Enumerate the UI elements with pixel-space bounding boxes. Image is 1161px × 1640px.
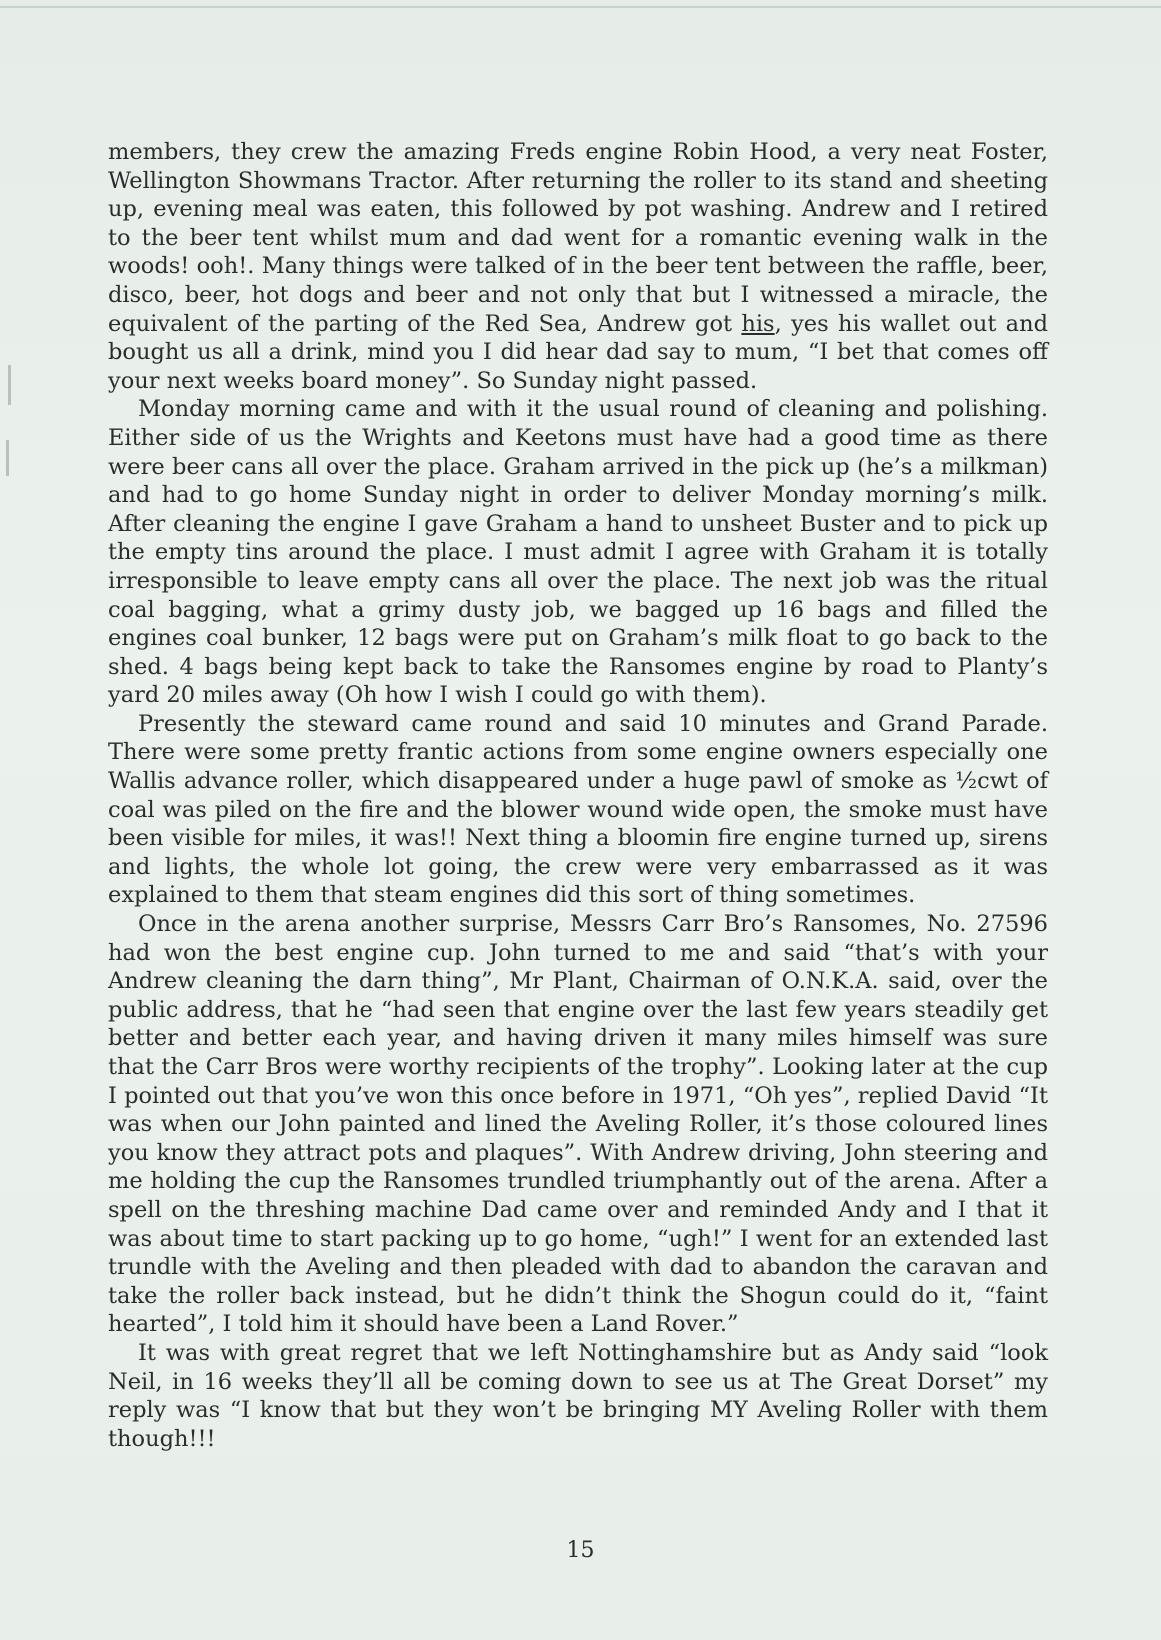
top-edge-rule xyxy=(0,6,1161,8)
left-edge-mark xyxy=(6,440,9,476)
paragraph-1 xyxy=(108,138,1048,395)
paragraph-5 xyxy=(108,1339,1048,1453)
paragraph-text: It was with great regret that we left Nottinghamshire but as Andy said “look Neil, in 16 weeks they’ll all be coming down to see us at The Great Dorset” my reply was “I know that but they won’t be bringing MY Aveling Roller with them though!!! xyxy=(108,1339,1048,1452)
paragraph-text: Monday morning came and with it the usual round of cleaning and polishing. Either side of us the Wrights and Keetons must have had a good time as there were beer cans all over the place. Graham arrived in the pick up (he’s a milkman) and had to go home Sunday night in order to deliver Monday morning’s milk. After cleaning the engine I gave Graham a hand to unsheet Buster and to pick up the empty tins around the place. I must admit I agree with Graham it is totally irresponsible to leave empty cans all over the place. The next job was the ritual coal bagging, what a grimy dusty job, we bagged up 16 bags and filled the engines coal bunker, 12 bags were put on Graham’s milk float to go back to the shed. 4 bags being kept back to take the Ransomes engine by road to Planty’s yard 20 miles away (Oh how I wish I could go with them). xyxy=(108,396,1048,709)
paragraph-text: Presently the steward came round and said 10 minutes and Grand Parade. There were some pretty frantic actions from some engine owners especially one Wallis advance roller, which disappeared under a huge pawl of smoke as ½cwt of coal was piled on the fire and the blower wound wide open, the smoke must have been visible for miles, it was!! Next thing a bloomin fire engine turned up, sirens and lights, the whole lot going, the crew were very embarrassed as it was explained to them that steam engines did this sort of thing sometimes. xyxy=(108,710,1048,909)
paragraph-2 xyxy=(108,395,1048,710)
paragraph-text: members, they crew the amazing Freds engine Robin Hood, a very neat Foster, Wellington Showmans Tractor. After returning the roller to its stand and sheeting up, evening meal was eaten, this followed by pot washing. Andrew and I retired to the beer tent whilst mum and dad went for a romantic evening walk in the woods! ooh!. Many things were talked of in the beer tent between the raffle, beer, disco, beer, hot dogs and beer and not only that but I witnessed a miracle, the equivalent of the parting of the Red Sea, Andrew got xyxy=(108,139,1048,337)
page-number: 15 xyxy=(566,1538,595,1563)
paragraph-3 xyxy=(108,710,1048,910)
body-text xyxy=(108,138,1048,1453)
paragraph-text: , yes his wallet out and bought us all a drink, mind you I did hear dad say to mum, “I bet that comes off your next weeks board money”. So Sunday night passed. xyxy=(108,310,1048,394)
left-edge-mark xyxy=(8,365,11,405)
underlined-word: his xyxy=(741,310,775,337)
paragraph-4 xyxy=(108,910,1048,1339)
paragraph-text: Once in the arena another surprise, Messrs Carr Bro’s Ransomes, No. 27596 had won the best engine cup. John turned to me and said “that’s with your Andrew cleaning the darn thing”, Mr Plant, Chairman of O.N.K.A. said, over the public address, that he “had seen that engine over the last few years steadily get better and better each year, and having driven it many miles himself was sure that the Carr Bros were worthy recipients of the trophy”. Looking later at the cup I pointed out that you’ve won this once before in 1971, “Oh yes”, replied David “It was when our John painted and lined the Aveling Roller, it’s those coloured lines you know they attract pots and plaques”. With Andrew driving, John steering and me holding the cup the Ransomes trundled triumphantly out of the arena. After a spell on the threshing machine Dad came over and reminded Andy and I that it was about time to start packing up to go home, “ugh!” I went for an extended last trundle with the Aveling and then pleaded with dad to abandon the caravan and take the roller back instead, but he didn’t think the Shogun could do it, “faint hearted”, I told him it should have been a Land Rover.” xyxy=(108,911,1048,1338)
